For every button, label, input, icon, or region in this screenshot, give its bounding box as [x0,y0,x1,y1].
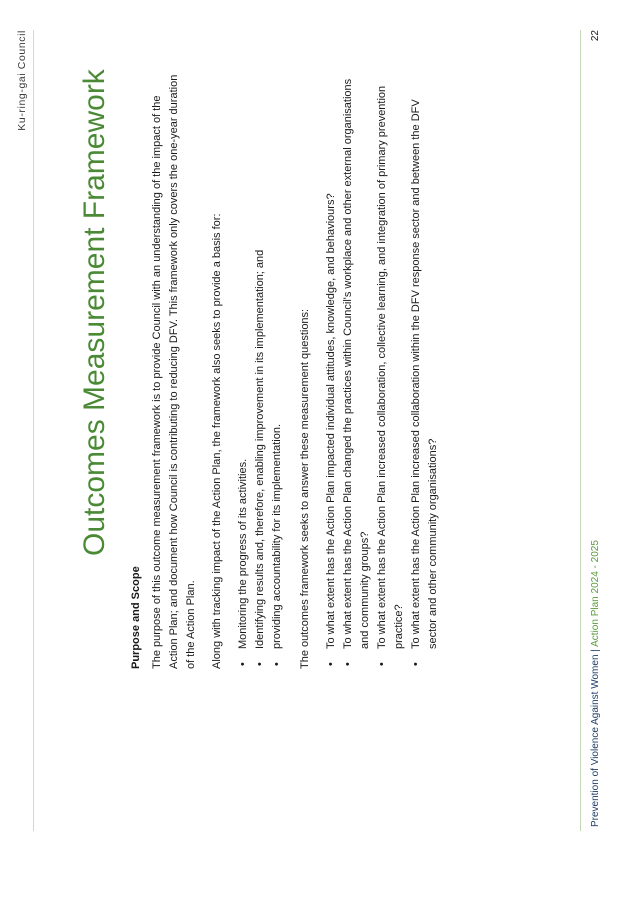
section-heading: Purpose and Scope [130,566,142,669]
list-item-text: providing accountability for its implementation. [271,423,283,649]
list-item [235,69,252,669]
bullet-icon: • [410,662,422,666]
basis-list [235,69,286,669]
list-item [269,69,286,669]
footer-plan-name: Action Plan 2024 - 2025 [590,540,601,647]
questions-paragraph: The outcomes framework seeks to answer these measurement questions: [299,308,311,669]
bullet-icon: • [237,662,249,666]
main-content [128,69,453,669]
bullet-icon: • [376,662,388,666]
list-item-text: To what extent has the Action Plan increased collaboration within the DFV response sector and between the DFV sector and other community organisations? [410,99,439,649]
council-logo: Ku-ring-gai Council [16,30,28,131]
basis-paragraph: Along with tracking impact of the Action Plan, the framework also seeks to provide a basis for: [211,213,223,669]
page-title: Outcomes Measurement Framework [78,69,111,556]
list-item [340,69,374,669]
list-item [374,69,408,669]
list-item-text: To what extent has the Action Plan increased collaboration, collective learning, and integration of primary prevention practice? [376,85,405,649]
footer-title [590,540,601,827]
footer-separator: | [590,649,601,652]
list-item-text: Identifying results and, therefore, enabling improvement in its implementation; and [254,249,266,649]
list-item-text: Monitoring the progress of its activities. [237,458,249,649]
list-item-text: To what extent has the Action Plan changed the practices within Council's workplace and other external organisations and community groups? [342,78,371,649]
bullet-icon: • [342,662,354,666]
bullet-icon: • [271,662,283,666]
list-item [323,69,340,669]
list-item [252,69,269,669]
questions-list [323,69,442,669]
page-number: 22 [590,30,601,42]
footer-doc-name: Prevention of Violence Against Women [590,654,601,827]
bullet-icon: • [254,662,266,666]
list-item-text: To what extent has the Action Plan impacted individual attitudes, knowledge, and behaviours? [325,193,337,649]
bullet-icon: • [325,662,337,666]
intro-paragraph: The purpose of this outcome measurement framework is to provide Council with an understanding of the impact of the Action Plan; and document how Council is contributing to reducing DFV. This framework only covers the one-year duration of the Action Plan. [151,74,197,669]
list-item [408,69,442,669]
header-divider [33,30,34,831]
footer-divider [580,30,581,831]
